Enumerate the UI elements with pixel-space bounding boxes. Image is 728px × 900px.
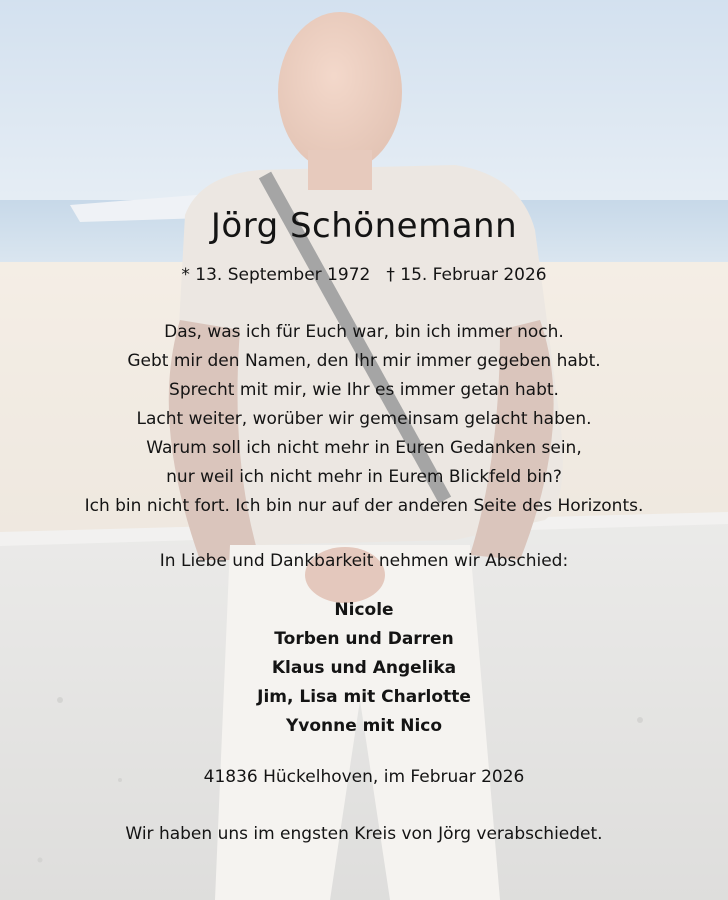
death-date: † 15. Februar 2026 xyxy=(386,265,547,285)
deceased-name: Jörg Schönemann xyxy=(210,206,518,246)
poem-line: Gebt mir den Namen, den Ihr mir immer gegeben habt. xyxy=(127,351,601,371)
life-dates xyxy=(0,264,728,286)
mourners-list xyxy=(0,596,728,741)
mourner: Jim, Lisa mit Charlotte xyxy=(257,687,471,707)
mourner: Nicole xyxy=(334,600,394,620)
mourner: Torben und Darren xyxy=(274,629,454,649)
place-and-date: 41836 Hückelhoven, im Februar 2026 xyxy=(203,767,525,787)
poem-line: Warum soll ich nicht mehr in Euren Gedanken sein, xyxy=(146,438,582,458)
closing-note: Wir haben uns im engsten Kreis von Jörg verabschiedet. xyxy=(125,824,603,844)
farewell-text: In Liebe und Dankbarkeit nehmen wir Abschied: xyxy=(159,551,569,571)
poem-line: Das, was ich für Euch war, bin ich immer noch. xyxy=(164,322,564,342)
mourner: Klaus und Angelika xyxy=(271,658,457,678)
poem-line: Sprecht mit mir, wie Ihr es immer getan habt. xyxy=(169,380,559,400)
birth-date: * 13. September 1972 xyxy=(181,265,371,285)
poem-line: Lacht weiter, worüber wir gemeinsam gelacht haben. xyxy=(136,409,592,429)
poem-line: nur weil ich nicht mehr in Eurem Blickfeld bin? xyxy=(166,467,562,487)
poem xyxy=(0,318,728,521)
mourner: Yvonne mit Nico xyxy=(285,716,443,736)
poem-line: Ich bin nicht fort. Ich bin nur auf der anderen Seite des Horizonts. xyxy=(84,496,644,516)
